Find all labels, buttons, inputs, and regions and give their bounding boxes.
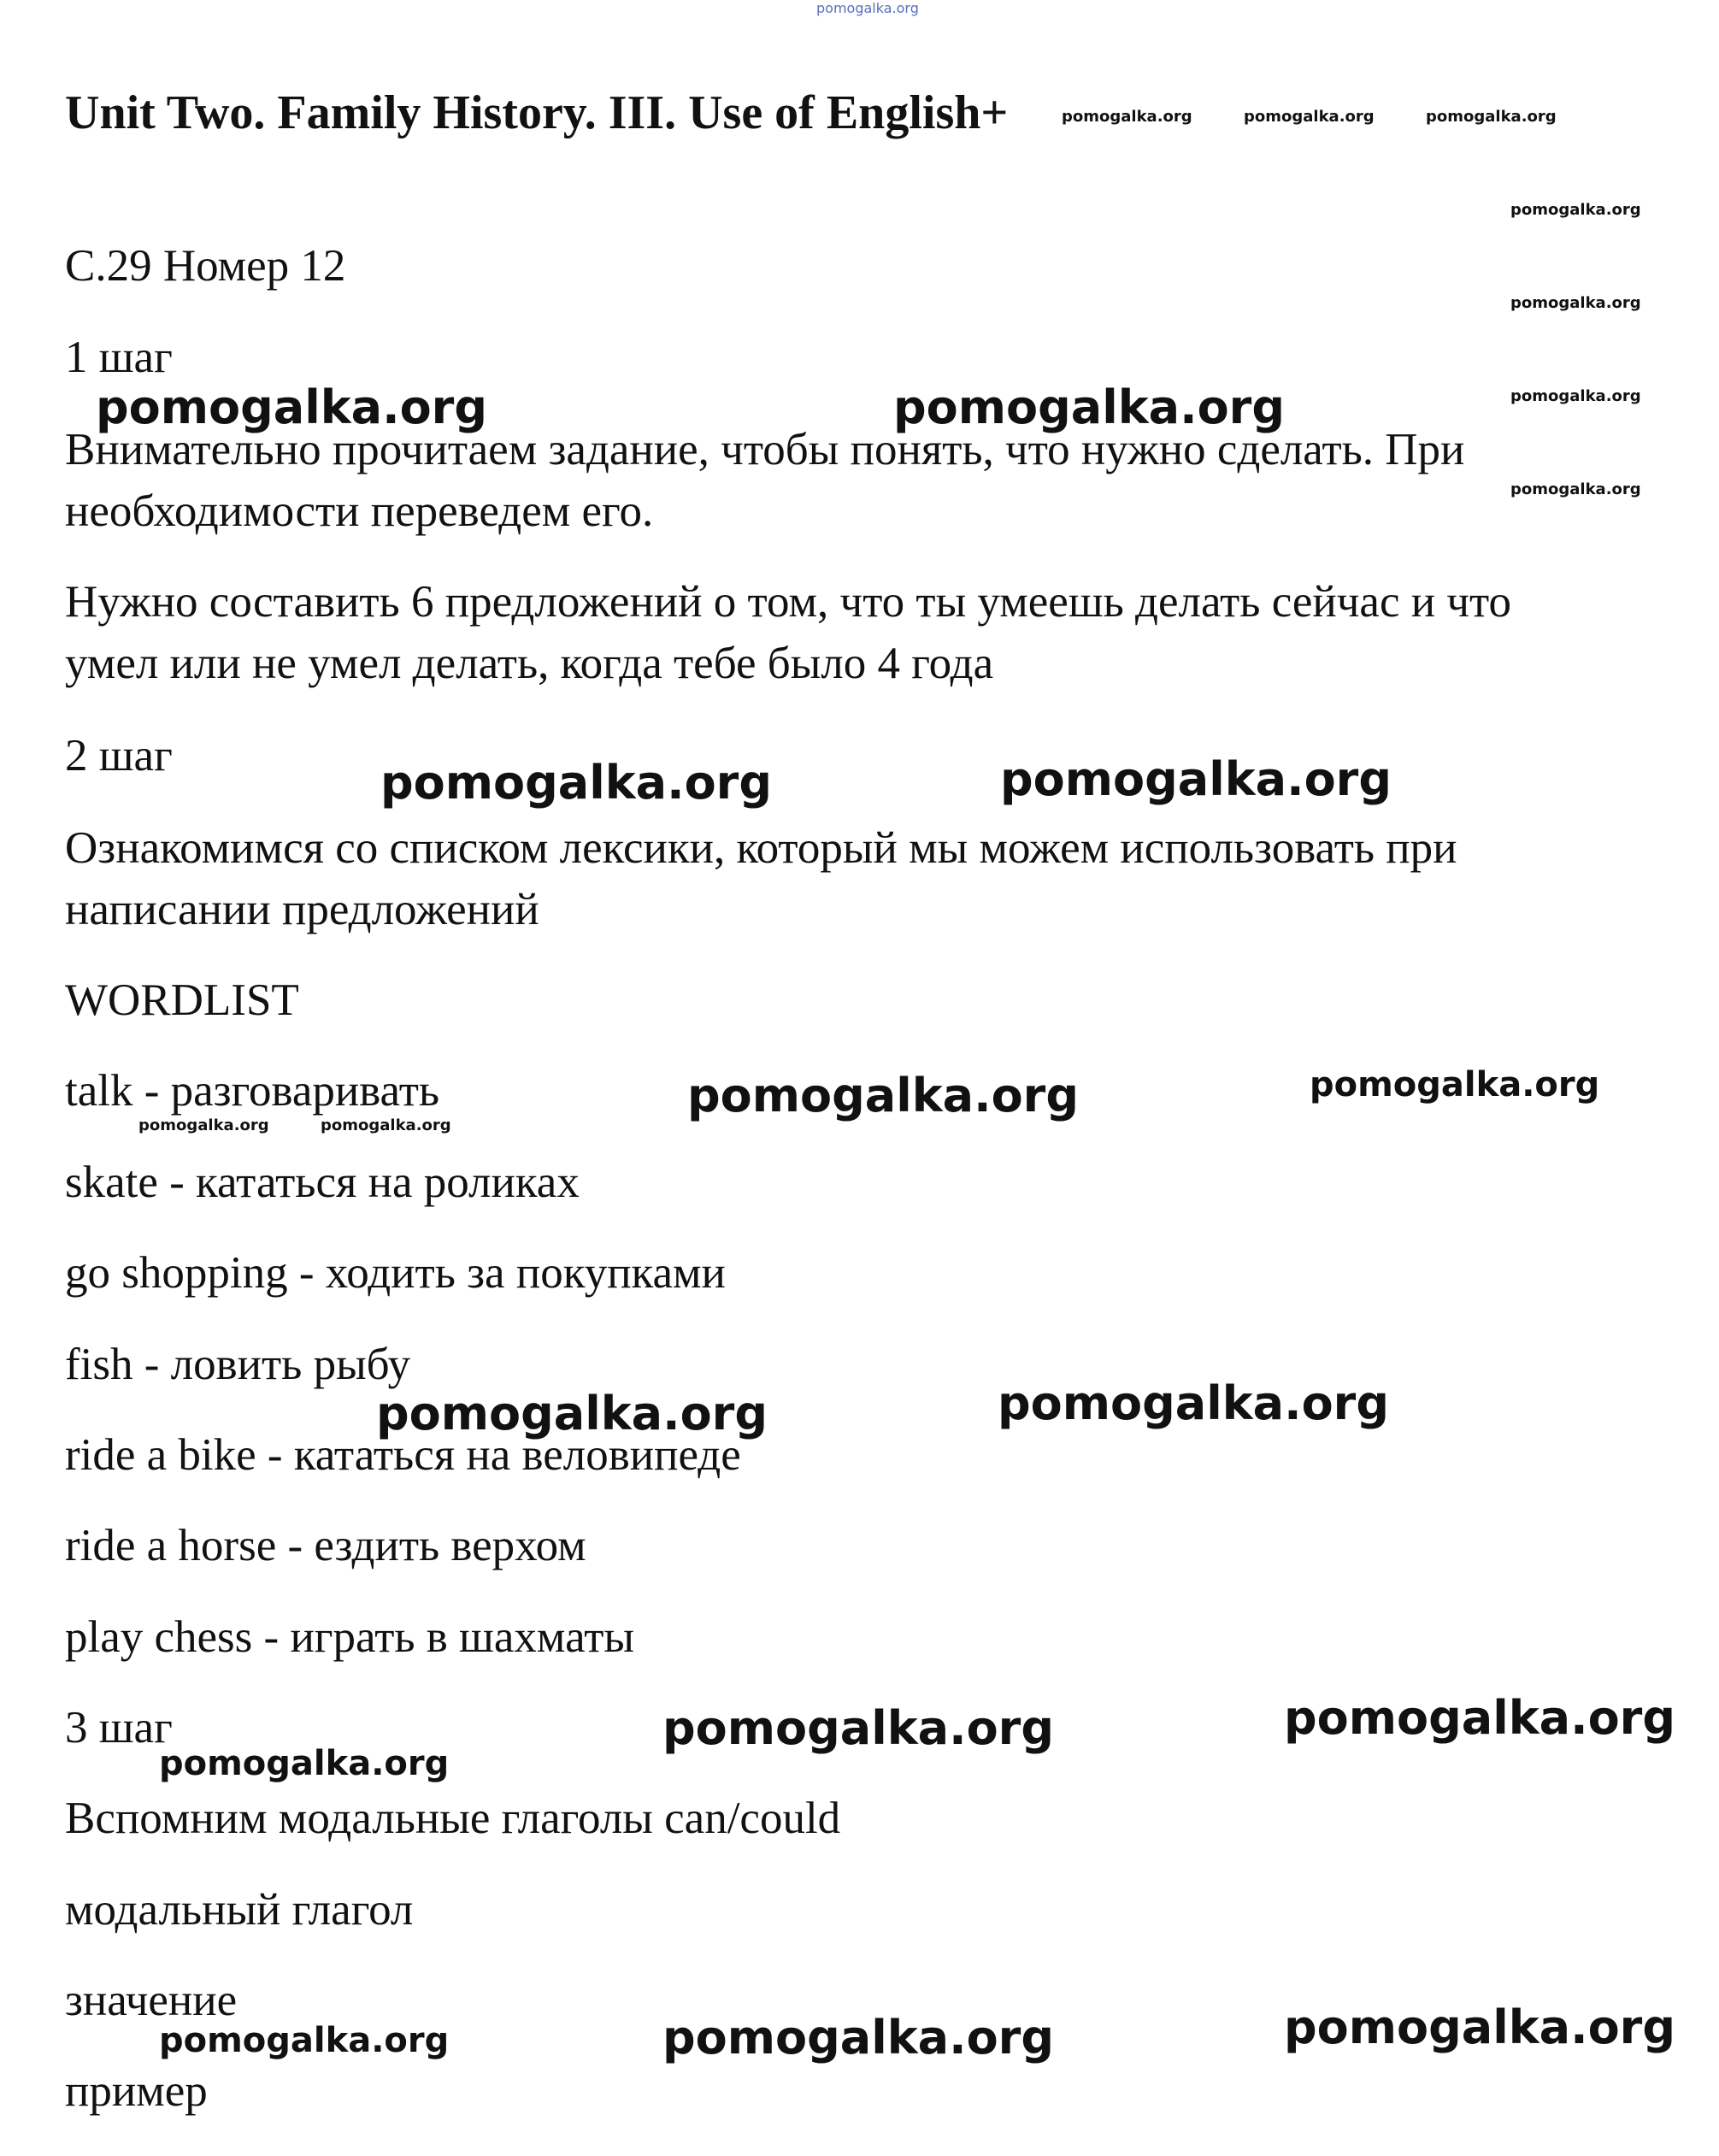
page-reference: С.29 Номер 12 bbox=[65, 241, 346, 291]
watermark: pomogalka.org bbox=[662, 1701, 1054, 1755]
step-1-text-line-2: необходимости переведем его. bbox=[65, 486, 654, 536]
watermark: pomogalka.org bbox=[159, 1744, 450, 1783]
watermark: pomogalka.org bbox=[376, 1387, 768, 1440]
table-header-example: пример bbox=[65, 2066, 208, 2116]
watermark: pomogalka.org bbox=[1310, 1065, 1600, 1105]
step-3-text: Вспомним модальные глаголы can/could bbox=[65, 1794, 841, 1843]
task-text-line-2: умел или не умел делать, когда тебе было 4 года bbox=[65, 639, 994, 688]
top-watermark: pomogalka.org bbox=[816, 0, 919, 16]
task-text-line-1: Нужно составить 6 предложений о том, что ты умеешь делать сейчас и что bbox=[65, 577, 1511, 627]
watermark: pomogalka.org bbox=[380, 756, 772, 810]
table-header-meaning: значение bbox=[65, 1976, 238, 2025]
watermark: pomogalka.org bbox=[138, 1116, 269, 1134]
watermark: pomogalka.org bbox=[1284, 2000, 1675, 2054]
watermark: pomogalka.org bbox=[1284, 1691, 1675, 1745]
watermark: pomogalka.org bbox=[998, 1376, 1389, 1430]
page-title: Unit Two. Family History. III. Use of English+ bbox=[65, 86, 1009, 139]
watermark: pomogalka.org bbox=[1510, 294, 1641, 312]
watermark: pomogalka.org bbox=[662, 2011, 1054, 2065]
watermark: pomogalka.org bbox=[893, 380, 1285, 434]
wordlist-item: talk - разговаривать bbox=[65, 1066, 440, 1116]
wordlist-item: ride a bike - кататься на веловипеде bbox=[65, 1430, 741, 1480]
wordlist-item: ride a horse - ездить верхом bbox=[65, 1521, 586, 1570]
watermark: pomogalka.org bbox=[96, 380, 487, 434]
step-3-label: 3 шаг bbox=[65, 1703, 173, 1752]
wordlist-item: go shopping - ходить за покупками bbox=[65, 1248, 726, 1298]
step-2-text-line-1: Ознакомимся со списком лексики, который мы можем использовать при bbox=[65, 823, 1457, 873]
wordlist-heading: WORDLIST bbox=[65, 975, 299, 1025]
step-2-label: 2 шаг bbox=[65, 731, 173, 781]
wordlist-item: skate - кататься на роликах bbox=[65, 1158, 580, 1207]
watermark: pomogalka.org bbox=[1244, 108, 1375, 126]
step-1-text-line-1: Внимательно прочитаем задание, чтобы понять, что нужно сделать. При bbox=[65, 425, 1465, 474]
watermark: pomogalka.org bbox=[321, 1116, 451, 1134]
wordlist-item: play chess - играть в шахматы bbox=[65, 1612, 634, 1662]
watermark: pomogalka.org bbox=[1062, 108, 1192, 126]
watermark: pomogalka.org bbox=[1510, 201, 1641, 219]
watermark: pomogalka.org bbox=[159, 2021, 450, 2060]
watermark: pomogalka.org bbox=[687, 1069, 1079, 1122]
step-2-text-line-2: написании предложений bbox=[65, 885, 539, 934]
watermark: pomogalka.org bbox=[1426, 108, 1557, 126]
watermark: pomogalka.org bbox=[1510, 480, 1641, 498]
step-1-label: 1 шаг bbox=[65, 333, 173, 382]
watermark: pomogalka.org bbox=[1000, 752, 1392, 806]
watermark: pomogalka.org bbox=[1510, 387, 1641, 405]
table-header-modal: модальный глагол bbox=[65, 1885, 414, 1935]
wordlist-item: fish - ловить рыбу bbox=[65, 1340, 411, 1389]
